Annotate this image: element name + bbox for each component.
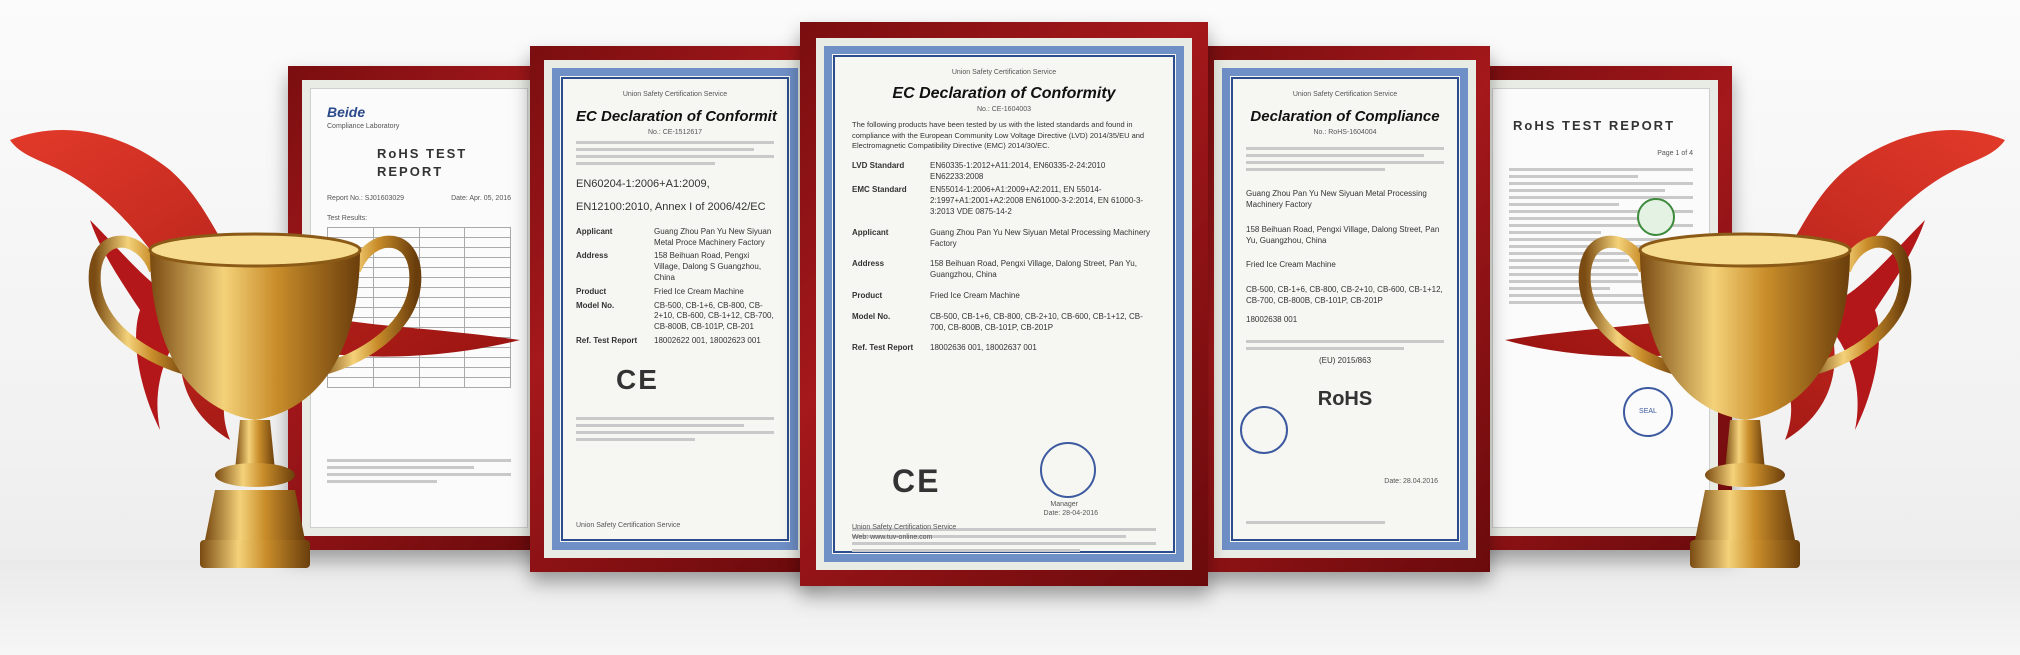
rohs-mark: RoHS xyxy=(1317,388,1373,411)
field-value: Guang Zhou Pan Yu New Siyuan Metal Proce Machinery Factory xyxy=(654,226,772,247)
field-label: Product xyxy=(852,291,883,301)
gold-trophy-right-icon xyxy=(1500,110,2020,590)
ec-declaration-center xyxy=(824,46,1184,562)
field-ref xyxy=(576,336,774,347)
footer-org: Union Safety Certification Service xyxy=(576,521,681,529)
ce-mark: CE xyxy=(616,363,659,395)
field-label: Product xyxy=(576,286,607,296)
field-label: LVD Standard xyxy=(852,160,905,170)
paper-content xyxy=(576,90,777,532)
report-title: RoHS TEST REPORT xyxy=(1513,118,1676,133)
org-name: Union Safety Certification Service xyxy=(622,91,728,98)
standard-1: EN60204-1:2006+A1:2009, xyxy=(576,178,710,191)
org-name: Union Safety Certification Service xyxy=(1292,91,1398,98)
cert-date: Date: 28-04-2016 xyxy=(1043,510,1098,517)
cert-date: Date: 28.04.2016 xyxy=(1384,477,1438,485)
footer-lines xyxy=(1246,517,1444,528)
standard-2: EN12100:2010, Annex I of 2006/42/EC xyxy=(576,200,766,213)
stamp xyxy=(1240,406,1288,454)
intro-text: The following products have been tested by us with the listed standards and found in compliance with the European Community Low Voltage Directive (LVD) 2014/35/EU and Electromagnetic Compatibility Directive (EMC) 2014/30/EC. xyxy=(852,120,1145,150)
field-product xyxy=(576,287,774,298)
field-label: Applicant xyxy=(852,227,889,237)
report-no: 18002638 001 xyxy=(1246,314,1298,324)
report-date: Date: Apr. 05, 2016 xyxy=(451,195,511,203)
cert-no: No.: CE-1512617 xyxy=(647,128,703,136)
seal-text: SEAL xyxy=(1639,408,1657,416)
field-value: 18002636 001, 18002637 001 xyxy=(930,343,1037,353)
field-value: EN60335-1:2012+A11:2014, EN60335-2-24:2010 EN62233:2008 xyxy=(930,160,1106,181)
field-product xyxy=(852,291,1156,302)
body-lines xyxy=(1246,340,1444,350)
note-lines xyxy=(576,417,774,441)
field-label: Ref. Test Report xyxy=(576,335,638,345)
field-label: Address xyxy=(852,259,885,269)
cert-frame-right xyxy=(1200,46,1490,572)
field-value: Fried Ice Cream Machine xyxy=(654,286,744,296)
field-lvd xyxy=(852,161,1156,183)
field-address xyxy=(852,259,1156,281)
field-applicant xyxy=(852,228,1156,250)
beide-logo: Beide xyxy=(327,104,366,120)
paper-content xyxy=(1246,90,1444,532)
field-value: 18002622 001, 18002623 001 xyxy=(654,335,761,345)
cert-frame-center xyxy=(800,22,1208,586)
report-page: Page 1 of 4 xyxy=(1657,149,1693,157)
field-value: Fried Ice Cream Machine xyxy=(930,291,1020,301)
cert-frame-left xyxy=(530,46,820,572)
cert-title: EC Declaration of Conformity xyxy=(892,85,1116,103)
field-value: 158 Beihuan Road, Pengxi Village, Dalong Street, Pan Yu, Guangzhou, China xyxy=(930,259,1137,280)
report-no: Report No.: SJ01603029 xyxy=(327,195,405,203)
manager-label: Manager xyxy=(1050,501,1078,508)
applicant: Guang Zhou Pan Yu New Siyuan Metal Processing Machinery Factory xyxy=(1246,189,1427,209)
footer-org: Union Safety Certification Service xyxy=(852,523,957,531)
cert-fields xyxy=(576,227,774,347)
directive: (EU) 2015/863 xyxy=(1318,355,1372,365)
address: 158 Beihuan Road, Pengxi Village, Dalong Street, Pan Yu, Guangzhou, China xyxy=(1246,224,1440,245)
org-name: Union Safety Certification Service xyxy=(951,69,1057,76)
field-address xyxy=(576,251,774,283)
field-label: Model No. xyxy=(576,300,615,310)
ce-mark: CE xyxy=(892,463,941,499)
cert-mat xyxy=(816,38,1192,570)
manager-stamp xyxy=(1040,442,1096,498)
cert-no: No.: CE-1604003 xyxy=(976,106,1032,114)
cert-no: No.: RoHS-1604004 xyxy=(1313,128,1377,136)
field-label: Model No. xyxy=(852,311,891,321)
cert-mat xyxy=(544,60,806,558)
cert-title: Declaration of Compliance xyxy=(1250,108,1440,126)
product: Fried Ice Cream Machine xyxy=(1246,260,1336,270)
field-value: 158 Beihuan Road, Pengxi Village, Dalong S Guangzhou, China xyxy=(654,251,762,282)
field-label: Ref. Test Report xyxy=(852,343,914,353)
field-applicant xyxy=(576,227,774,249)
field-label: Applicant xyxy=(576,226,613,236)
declaration-of-compliance xyxy=(1222,68,1468,550)
intro-lines xyxy=(1246,147,1444,171)
report-title: RoHS TEST REPORT xyxy=(377,146,468,179)
field-label: EMC Standard xyxy=(852,185,907,195)
test-results-label: Test Results: xyxy=(327,214,368,222)
field-emc xyxy=(852,185,1156,217)
logo-subtitle: Compliance Laboratory xyxy=(327,122,400,130)
paper-content xyxy=(852,68,1156,544)
cert-mat xyxy=(1214,60,1476,558)
model: CB-500, CB-1+6, CB-800, CB-2+10, CB-600, CB-1+12, CB-700, CB-800B, CB-101P, CB-201P xyxy=(1246,285,1443,305)
field-value: CB-500, CB-1+6, CB-800, CB-2+10, CB-600, CB-1+12, CB-700, CB-800B, CB-101P, CB-201P xyxy=(930,311,1143,332)
field-model xyxy=(576,301,774,333)
field-value: Guang Zhou Pan Yu New Siyuan Metal Processing Machinery Factory xyxy=(930,227,1150,248)
footer-web: Web: www.tuv-online.com xyxy=(852,533,933,541)
ec-declaration-left xyxy=(552,68,798,550)
field-value: CB-500, CB-1+6, CB-800, CB-2+10, CB-600, CB-1+12, CB-700, CB-800B, CB-101P, CB-201 xyxy=(654,300,774,332)
field-ref xyxy=(852,343,1156,354)
field-value: EN55014-1:2006+A1:2009+A2:2011, EN 55014-2:1997+A1:2001+A2:2008 EN61000-3-2:2014, EN 61000-3-3:2013 VDE 0875-14-2 xyxy=(930,185,1144,217)
gold-trophy-left-icon xyxy=(0,110,540,590)
field-model xyxy=(852,312,1156,334)
field-label: Address xyxy=(576,251,609,261)
cert-fields xyxy=(852,161,1156,354)
intro-lines xyxy=(576,141,774,165)
cert-title: EC Declaration of Conformit xyxy=(576,108,777,126)
